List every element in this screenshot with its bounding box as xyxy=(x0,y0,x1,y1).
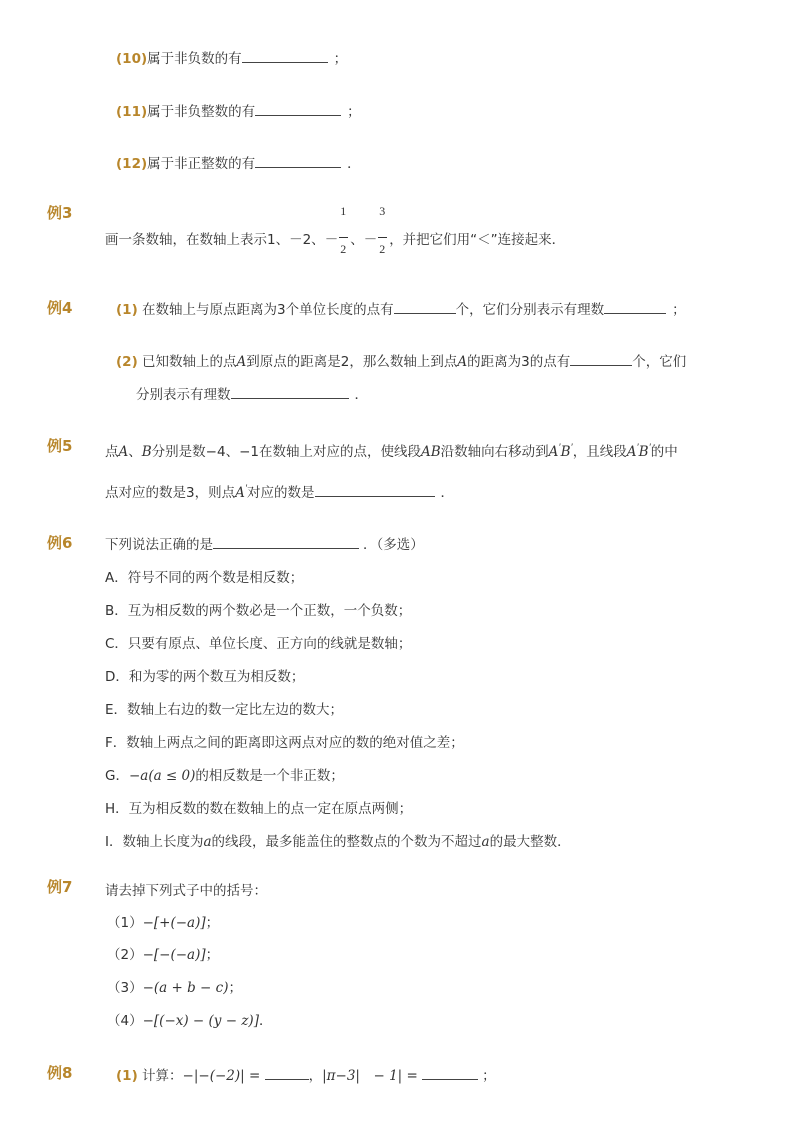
sep: 、 xyxy=(350,232,364,248)
option-e: E．数轴上右边的数一定比左边的数大； xyxy=(105,702,344,718)
prime: ′ xyxy=(244,483,248,495)
prime: ′ xyxy=(558,442,561,454)
answer-blank[interactable] xyxy=(242,48,328,63)
example-label: 例7 xyxy=(47,878,73,896)
math-expr: −[(−x) − (y − z)] xyxy=(142,1013,259,1029)
answer-blank[interactable] xyxy=(255,153,341,168)
part-number: (1) xyxy=(116,302,138,318)
punct: ． xyxy=(258,1013,273,1029)
item-10 xyxy=(116,47,347,67)
expression-1 xyxy=(107,911,219,931)
item-11 xyxy=(116,100,361,120)
prime: ′ xyxy=(636,442,639,454)
text: 的最大整数． xyxy=(489,834,571,850)
punct: ； xyxy=(228,980,242,996)
example-6-stem xyxy=(105,533,424,553)
text: ．（多选） xyxy=(363,537,424,553)
part-number: (2) xyxy=(116,354,138,370)
example-4-part-2 xyxy=(116,350,686,370)
punct: ． xyxy=(347,156,361,172)
item-number: （1） xyxy=(107,915,143,931)
text: 点 xyxy=(105,444,119,460)
option-a: A．符号不同的两个数是相反数； xyxy=(105,570,304,586)
point-a: A xyxy=(626,444,637,460)
segment-ab: AB xyxy=(420,444,441,460)
point-a: A xyxy=(236,354,247,370)
text: ，并把它们用“＜”连接起来． xyxy=(389,232,566,248)
text: 分别表示有理数 xyxy=(136,387,231,403)
answer-blank[interactable] xyxy=(422,1065,478,1080)
punct: ； xyxy=(672,302,686,318)
item-text: 属于非负整数的有 xyxy=(147,104,256,120)
answer-blank[interactable] xyxy=(604,299,666,314)
item-number: （2） xyxy=(107,947,143,963)
math-expr: −|−(−2)| = xyxy=(182,1068,261,1084)
item-text: 属于非负数的有 xyxy=(147,51,242,67)
answer-blank[interactable] xyxy=(255,101,341,116)
answer-blank[interactable] xyxy=(315,482,435,497)
var-a: a xyxy=(481,834,490,850)
answer-blank[interactable] xyxy=(394,299,456,314)
option-c: C．只要有原点、单位长度、正方向的线就是数轴； xyxy=(105,636,412,652)
option-f: F．数轴上两点之间的距离即这两点对应的数的绝对值之差； xyxy=(105,735,464,751)
option-h: H．互为相反数的数在数轴上的点一定在原点两侧； xyxy=(105,801,413,817)
answer-blank[interactable] xyxy=(213,534,359,549)
text: 到原点的距离是2，那么数轴上到点 xyxy=(246,354,458,370)
expression-4 xyxy=(107,1009,272,1029)
neg-sign: － xyxy=(324,232,339,248)
point-b: B xyxy=(141,444,152,460)
answer-blank[interactable] xyxy=(570,351,632,366)
neg-sign: － xyxy=(363,232,378,248)
text: ，且线段 xyxy=(572,444,627,460)
math-expr: −a(a ≤ 0) xyxy=(128,768,196,784)
text: 计算： xyxy=(142,1068,183,1084)
point-a-prime xyxy=(235,485,247,501)
point-a: A xyxy=(118,444,129,460)
math-expr: |π−3| − 1| = xyxy=(322,1068,418,1084)
option-g xyxy=(105,764,344,784)
point-b: B xyxy=(560,444,571,460)
text: 的线段，最多能盖住的整数点的个数为不超过 xyxy=(211,834,482,850)
answer-blank[interactable] xyxy=(231,384,349,399)
point-a: A xyxy=(235,485,245,501)
text: 对应的数是 xyxy=(247,485,315,501)
text: 在数轴上与原点距离为3个单位长度的点有 xyxy=(142,302,394,318)
example-label: 例6 xyxy=(47,534,73,552)
expression-2 xyxy=(107,943,219,963)
example-5-line-2 xyxy=(105,481,454,501)
text: G． xyxy=(105,768,129,784)
point-b: B xyxy=(638,444,649,460)
item-12 xyxy=(116,152,361,172)
option-i xyxy=(105,830,571,850)
point-a: A xyxy=(548,444,559,460)
example-4-part-1 xyxy=(116,298,686,318)
prime: ′ xyxy=(648,442,651,454)
math-expr: −[−(−a)] xyxy=(142,947,206,963)
option-b: B．互为相反数的两个数必是一个正数，一个负数； xyxy=(105,603,412,619)
text: 的相反数是一个非正数； xyxy=(195,768,344,784)
segment-a-prime-b-prime xyxy=(549,444,573,460)
text: 沿数轴向右移动到 xyxy=(440,444,549,460)
math-expr: −(a + b − c) xyxy=(142,980,229,996)
numerator: 1 xyxy=(340,204,347,218)
text: 个，它们 xyxy=(632,354,687,370)
text: 、 xyxy=(128,444,142,460)
example-5-line-1 xyxy=(105,440,678,460)
option-d: D．和为零的两个数互为相反数； xyxy=(105,669,305,685)
fraction-bar xyxy=(378,237,387,238)
example-8-part-1 xyxy=(116,1064,496,1084)
item-number: （3） xyxy=(107,980,143,996)
punct: ； xyxy=(205,915,220,931)
prime: ′ xyxy=(570,442,573,454)
punct: ． xyxy=(354,387,368,403)
part-number: (1) xyxy=(116,1068,138,1084)
example-3-text xyxy=(105,204,566,256)
denominator: 2 xyxy=(340,242,347,256)
punct: ， xyxy=(308,1068,323,1084)
expression-3 xyxy=(107,976,242,996)
text: 的距离为3的点有 xyxy=(467,354,571,370)
example-label: 例4 xyxy=(47,299,73,317)
text: 点对应的数是3，则点 xyxy=(105,485,236,501)
fraction-bar xyxy=(339,237,348,238)
answer-blank[interactable] xyxy=(265,1065,309,1080)
text: 画一条数轴，在数轴上表示1、－2、 xyxy=(105,232,325,248)
var-a: a xyxy=(203,834,212,850)
item-number: (10) xyxy=(116,51,148,67)
example-label: 例5 xyxy=(47,437,73,455)
fraction-half xyxy=(338,204,350,256)
example-7-stem: 请去掉下列式子中的括号： xyxy=(105,883,267,899)
fraction-three-halves xyxy=(377,204,389,256)
item-number: (11) xyxy=(116,104,148,120)
example-label: 例3 xyxy=(47,204,73,222)
text: 下列说法正确的是 xyxy=(105,537,213,553)
punct: ； xyxy=(347,104,361,120)
example-label: 例8 xyxy=(47,1064,73,1082)
text: 个，它们分别表示有理数 xyxy=(455,302,605,318)
punct: ； xyxy=(482,1068,496,1084)
math-expr: −[+(−a)] xyxy=(142,915,206,931)
text: 分别是数−4、−1在数轴上对应的点，使线段 xyxy=(151,444,421,460)
item-number: （4） xyxy=(107,1013,143,1029)
text: I．数轴上长度为 xyxy=(105,834,204,850)
point-a: A xyxy=(457,354,468,370)
denominator: 2 xyxy=(379,242,386,256)
numerator: 3 xyxy=(379,204,386,218)
example-4-part-2-line-2 xyxy=(136,383,368,403)
item-text: 属于非正整数的有 xyxy=(147,156,256,172)
punct: ． xyxy=(440,485,455,501)
text: 的中 xyxy=(650,444,678,460)
punct: ； xyxy=(333,51,348,67)
text: 已知数轴上的点 xyxy=(142,354,237,370)
punct: ； xyxy=(205,947,220,963)
item-number: (12) xyxy=(116,156,148,172)
segment-a-prime-b-prime xyxy=(627,444,651,460)
